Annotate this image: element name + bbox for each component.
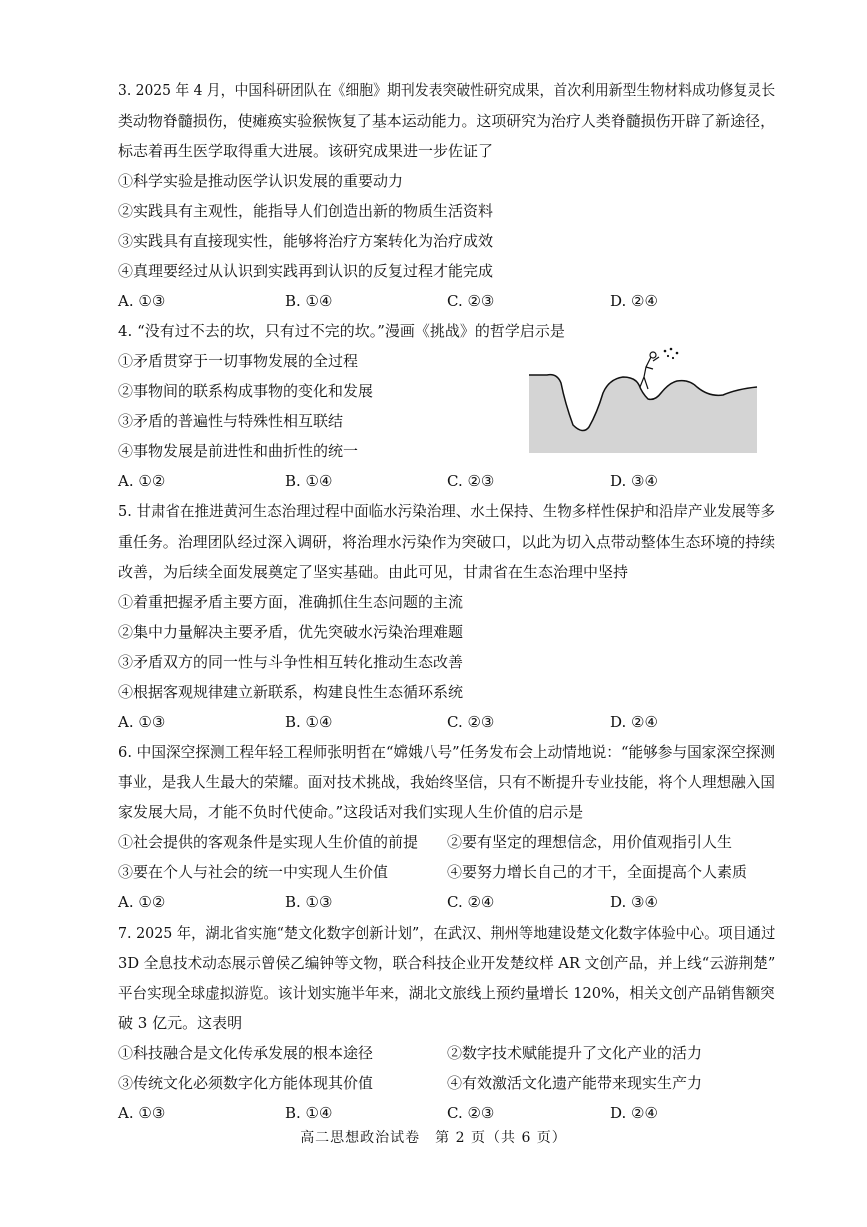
question-5-option-d[interactable]: D. ②④: [610, 713, 658, 731]
page-footer: 高二思想政治试卷 第 2 页（共 6 页）: [300, 1130, 567, 1146]
question-6-statement-3: ③要在个人与社会的统一中实现人生价值: [118, 863, 389, 881]
question-6-option-b[interactable]: B. ①③: [285, 893, 333, 911]
question-4-statement-2: ②事物间的联系构成事物的变化和发展: [118, 382, 374, 400]
question-5-statement-4: ④根据客观规律建立新联系，构建良性生态循环系统: [118, 683, 464, 701]
question-5-option-a[interactable]: A. ①③: [118, 713, 166, 731]
question-7-option-b[interactable]: B. ①④: [285, 1104, 333, 1122]
question-3-option-a[interactable]: A. ①③: [118, 292, 166, 310]
question-3-option-b[interactable]: B. ①④: [285, 292, 333, 310]
question-3-statement-2: ②实践具有主观性，能指导人们创造出新的物质生活资料: [118, 202, 494, 220]
question-5-statement-3: ③矛盾双方的同一性与斗争性相互转化推动生态改善: [118, 653, 464, 671]
question-4-statement-4: ④事物发展是前进性和曲折性的统一: [118, 442, 359, 460]
question-4-statement-3: ③矛盾的普遍性与特殊性相互联结: [118, 412, 344, 430]
question-5-option-b[interactable]: B. ①④: [285, 713, 333, 731]
question-6-option-c[interactable]: C. ②④: [447, 893, 495, 911]
question-3-statement-1: ①科学实验是推动医学认识发展的重要动力: [118, 172, 404, 190]
question-7-stem-line-4: 破 3 亿元。这表明: [118, 1014, 243, 1032]
question-4-option-c[interactable]: C. ②③: [447, 472, 495, 490]
question-4-stem-line-1: 4. “没有过不去的坎，只有过不完的坎。”漫画《挑战》的哲学启示是: [118, 322, 565, 340]
question-7-option-a[interactable]: A. ①③: [118, 1104, 166, 1122]
question-6-stem-line-2: 事业，是我人生最大的荣耀。面对技术挑战，我始终坚信，只有不断提升专业技能，将个人理想融入国: [118, 773, 775, 791]
question-5-statement-2: ②集中力量解决主要矛盾，优先突破水污染治理难题: [118, 623, 464, 641]
question-7-statement-4: ④有效激活文化遗产能带来现实生产力: [447, 1074, 703, 1092]
question-7-stem-line-3: 平台实现全球虚拟游览。该计划实施半年来，湖北文旅线上预约量增长 120%，相关文创产品销售额突: [118, 984, 775, 1002]
question-7-option-d[interactable]: D. ②④: [610, 1104, 658, 1122]
question-3-stem-line-1: 3. 2025 年 4 月，中国科研团队在《细胞》期刊发表突破性研究成果，首次利用新型生物材料成功修复灵长: [118, 81, 776, 99]
question-5-statement-1: ①着重把握矛盾主要方面，准确抓住生态问题的主流: [118, 593, 464, 611]
question-7-statement-1: ①科技融合是文化传承发展的根本途径: [118, 1044, 374, 1062]
question-4-option-d[interactable]: D. ③④: [610, 472, 658, 490]
question-7-statement-3: ③传统文化必须数字化方能体现其价值: [118, 1074, 374, 1092]
question-4-option-b[interactable]: B. ①④: [285, 472, 333, 490]
question-5-stem-line-3: 改善，为后续全面发展奠定了坚实基础。由此可见，甘肃省在生态治理中坚持: [118, 563, 629, 581]
question-6-statement-2: ②要有坚定的理想信念，用价值观指引人生: [447, 833, 733, 851]
question-3-statement-4: ④真理要经过从认识到实践再到认识的反复过程才能完成: [118, 262, 494, 280]
question-5-option-c[interactable]: C. ②③: [447, 713, 495, 731]
question-6-statement-4: ④要努力增长自己的才干，全面提高个人素质: [447, 863, 748, 881]
question-5-stem-line-1: 5. 甘肃省在推进黄河生态治理过程中面临水污染治理、水土保持、生物多样性保护和沿岸产业发展等多: [118, 502, 776, 520]
question-3-stem-line-3: 标志着再生医学取得重大进展。该研究成果进一步佐证了: [118, 142, 494, 160]
question-3-option-d[interactable]: D. ②④: [610, 292, 658, 310]
question-3-option-c[interactable]: C. ②③: [447, 292, 495, 310]
question-3-statement-3: ③实践具有直接现实性，能够将治疗方案转化为治疗成效: [118, 232, 494, 250]
question-4-option-a[interactable]: A. ①②: [118, 472, 166, 490]
question-3-stem-line-2: 类动物脊髓损伤，使瘫痪实验猴恢复了基本运动能力。这项研究为治疗人类脊髓损伤开辟了新途径，: [118, 112, 776, 130]
question-5-stem-line-2: 重任务。治理团队经过深入调研，将治理水污染作为突破口，以此为切入点带动整体生态环境的持续: [118, 533, 776, 551]
challenge-comic-illustration: [527, 343, 759, 457]
question-6-stem-line-1: 6. 中国深空探测工程年轻工程师张明哲在“嫦娥八号”任务发布会上动情地说：“能够参与国家深空探测: [118, 743, 776, 761]
comic-ground: [529, 375, 757, 453]
question-6-statement-1: ①社会提供的客观条件是实现人生价值的前提: [118, 833, 419, 851]
comic-figure: [640, 352, 659, 389]
question-6-stem-line-3: 家发展大局，才能不负时代使命。”这段话对我们实现人生价值的启示是: [118, 803, 584, 821]
question-4-statement-1: ①矛盾贯穿于一切事物发展的全过程: [118, 352, 359, 370]
question-7-option-c[interactable]: C. ②③: [447, 1104, 495, 1122]
question-7-stem-line-1: 7. 2025 年，湖北省实施“楚文化数字创新计划”，在武汉、荆州等地建设楚文化数字体验中心。项目通过: [118, 924, 776, 942]
question-7-statement-2: ②数字技术赋能提升了文化产业的活力: [447, 1044, 703, 1062]
comic-sweat-drops: [664, 348, 679, 359]
question-6-option-d[interactable]: D. ③④: [610, 893, 658, 911]
question-7-stem-line-2: 3D 全息技术动态展示曾侯乙编钟等文物，联合科技企业开发楚纹样 AR 文创产品，并上线“云游荆楚”: [118, 954, 776, 972]
question-6-option-a[interactable]: A. ①②: [118, 893, 166, 911]
